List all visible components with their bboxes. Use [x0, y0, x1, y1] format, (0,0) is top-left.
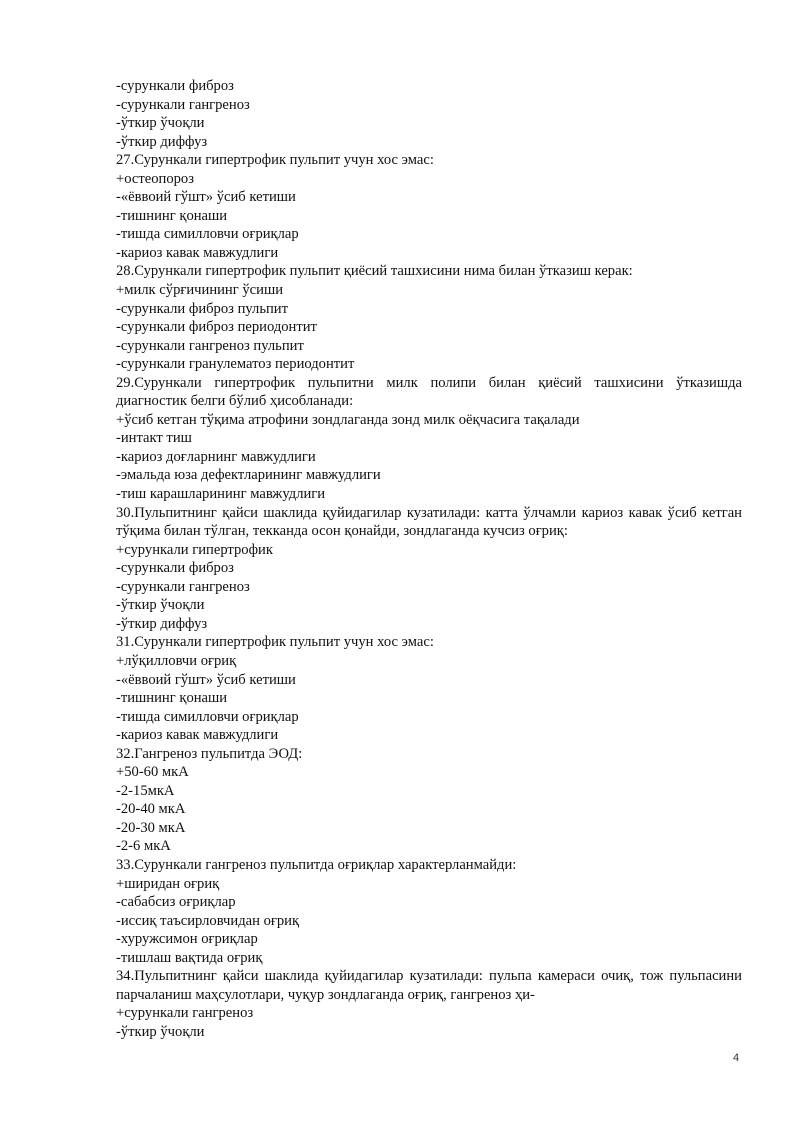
- text-line: -«ёввоий гўшт» ўсиб кетиши: [116, 189, 296, 206]
- question-heading: 34.Пульпитнинг қайси шаклида қуйидагилар кузатилади: пульпа камераси очиқ, тож пульпасини парчаланиш маҳсулотлари, чуқур зондлаганда оғриқ, гангреноз ҳи-: [116, 968, 742, 1003]
- text-line: -тишнинг қонаши: [116, 690, 228, 707]
- question-heading: 30.Пульпитнинг қайси шаклида қуйидагилар кузатилади: катта ўлчамли кариоз кавак ўсиб кетган тўқима билан тўлган, текканда осон қонайди, зондлаганда кучсиз оғриқ:: [116, 504, 742, 540]
- text-line: -сабабсиз оғриқлар: [116, 894, 236, 911]
- text-line: +50-60 мкА: [116, 764, 189, 781]
- text-line: -2-6 мкА: [116, 838, 171, 855]
- text-line: -сурункали фиброз: [116, 78, 234, 94]
- text-line: -ўткир диффуз: [116, 615, 208, 632]
- text-line: +остеопороз: [116, 170, 194, 187]
- text-line: -сурункали фиброз периодонтит: [116, 319, 317, 336]
- text-line: -ўткир ўчоқли: [116, 597, 205, 614]
- text-line: -ўткир ўчоқли: [116, 1023, 205, 1040]
- page-number: 4: [733, 1052, 740, 1064]
- text-line: -эмальда юза дефектларининг мавжудлиги: [116, 467, 381, 484]
- question-list: [116, 77, 742, 1041]
- text-line: -20-30 мкА: [116, 819, 186, 836]
- text-line: -кариоз кавак мавжудлиги: [116, 244, 279, 261]
- text-line: -иссиқ таъсирловчидан оғриқ: [116, 912, 300, 929]
- question-heading: 29.Сурункали гипертрофик пульпитни милк полипи билан қиёсий ташхисини ўтказишда диагностик белги бўлиб ҳисобланади:: [116, 374, 742, 410]
- question-heading: 32.Гангреноз пульпитда ЭОД:: [116, 745, 303, 762]
- text-line: -тишда симилловчи оғриқлар: [116, 708, 299, 725]
- text-line: -тиш карашларининг мавжудлиги: [116, 486, 326, 503]
- text-line: -сурункали гангреноз: [116, 578, 250, 595]
- text-line: +сурункали гангреноз: [116, 1005, 254, 1022]
- text-line: -тишда симилловчи оғриқлар: [116, 226, 299, 243]
- text-line: +сурункали гипертрофик: [116, 541, 273, 558]
- text-line: -тишнинг қонаши: [116, 207, 228, 224]
- text-line: -интакт тиш: [116, 430, 192, 447]
- text-line: +лўқилловчи оғриқ: [116, 652, 237, 669]
- text-line: -сурункали фиброз пульпит: [116, 300, 288, 317]
- text-line: -ўткир диффуз: [116, 133, 208, 150]
- text-line: -сурункали гангреноз: [116, 96, 250, 113]
- text-line: -хуружсимон оғриқлар: [116, 931, 258, 948]
- text-line: -20-40 мкА: [116, 801, 186, 818]
- text-line: -сурункали гранулематоз периодонтит: [116, 356, 355, 373]
- text-line: -сурункали фиброз: [116, 560, 234, 577]
- text-line: -кариоз доғларнинг мавжудлиги: [116, 448, 316, 465]
- text-line: +ўсиб кетган тўқима атрофини зондлаганда зонд милк оёқчасига тақалади: [116, 411, 580, 428]
- text-line: +милк сўрғичининг ўсиши: [116, 282, 284, 299]
- text-line: -тишлаш вақтида оғриқ: [116, 949, 263, 966]
- text-line: +ширидан оғриқ: [116, 875, 220, 892]
- text-line: -кариоз кавак мавжудлиги: [116, 727, 279, 744]
- question-heading: 31.Сурункали гипертрофик пульпит учун хос эмас:: [116, 634, 434, 651]
- text-line: -«ёввоий гўшт» ўсиб кетиши: [116, 671, 296, 688]
- question-heading: 27.Сурункали гипертрофик пульпит учун хос эмас:: [116, 152, 434, 169]
- text-line: -ўткир ўчоқли: [116, 115, 205, 132]
- text-line: -2-15мкА: [116, 782, 175, 799]
- question-heading: 33.Сурункали гангреноз пульпитда оғриқлар характерланмайди:: [116, 856, 517, 873]
- text-line: -сурункали гангреноз пульпит: [116, 337, 304, 354]
- question-heading: 28.Сурункали гипертрофик пульпит қиёсий ташхисини нима билан ўтказиш керак:: [116, 263, 633, 280]
